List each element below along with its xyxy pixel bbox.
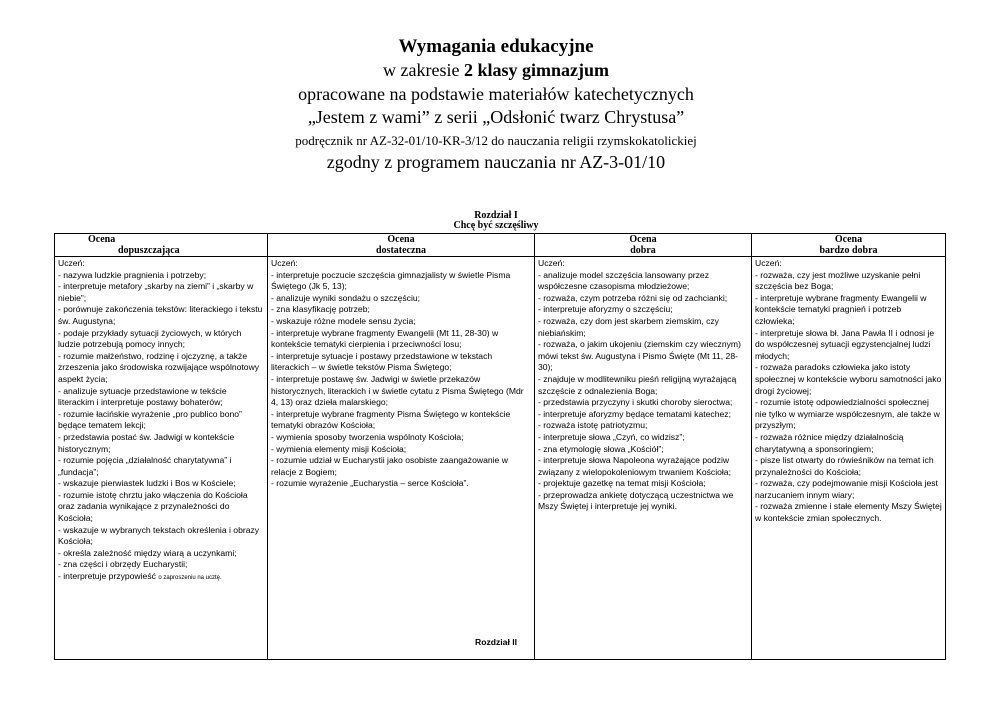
list-item: - rozważa istotę patriotyzmu; (538, 420, 648, 431)
document-title: Wymagania edukacyjne (398, 36, 594, 57)
column-header-ocena: Ocena (88, 234, 116, 245)
list-item: - zna klasyfikację potrzeb; (271, 304, 370, 315)
list-item: - wskazuje pierwiastek ludzki i Bos w Kościele; (58, 478, 236, 489)
column-header-ocena: Ocena (834, 234, 863, 245)
list-item: - interpretuje słowa bł. Jana Pawła II i odnosi je do współczesnej sytuacji egzystencjalnej ludzi młodych; (755, 327, 935, 361)
list-item: - zna etymologię słowa „Kościół”; (538, 443, 664, 454)
list-item: - interpretuje słowa Napoleona wyrażające podziw związany z wielopokoleniowym trwaniem Kościoła; (538, 455, 731, 477)
last-item-text: - interpretuje przypowieść (58, 571, 159, 582)
textbook-line: podręcznik nr AZ-32-01/10-KR-3/12 do nauczania religii rzymskokatolickiej (295, 133, 697, 148)
column-header-level: dopuszczająca (118, 245, 180, 256)
list-item: - przeprowadza ankietę dotyczącą uczestnictwa we Mszy Świętej i interpretuje jej wyniki. (538, 489, 734, 512)
column-header-level: bardzo dobra (819, 245, 878, 256)
list-item: - rozumie istotę odpowiedzialności społecznej nie tylko w wymiarze współczesnym, ale także w przyszłym; (755, 397, 940, 431)
list-item: - rozważa, czym potrzeba różni się od zachcianki; (538, 292, 728, 303)
last-item-small: o zaproszeniu na ucztę. (158, 575, 222, 582)
list-item: - wskazuje różne modele sensu życia; (271, 315, 416, 326)
list-item: - interpretuje metafory „skarby na ziemi” i „skarby w niebie”; (58, 281, 254, 303)
table-header-row (55, 234, 946, 257)
class-scope-prefix: w zakresie (383, 60, 464, 80)
list-item: - rozumie wyrażenie „Eucharystia – serce Kościoła”. (271, 478, 469, 489)
list-item: - interpretuje słowa „Czyń, co widzisz”; (538, 431, 685, 442)
cell-dobra (535, 257, 752, 660)
program-line: zgodny z programem nauczania nr AZ-3-01/10 (326, 152, 666, 172)
list-item: - zna części i obrzędy Eucharystii; (58, 559, 188, 570)
list-item: - rozważa, czy jest możliwe uzyskanie pełni szczęścia bez Boga; (755, 269, 921, 292)
basis-line: opracowane na podstawie materiałów katechetycznych (298, 84, 694, 104)
list-item: - interpretuje poczucie szczęścia gimnazjalisty w świetle Pisma Świętego (Jk 5, 13); (271, 269, 511, 292)
section-subtitle: Chcę być szczęśliwy (453, 220, 539, 231)
column-header-bardzo-dobra (752, 234, 946, 257)
next-section-title: Rozdział II (474, 637, 518, 647)
table-body-row (55, 257, 946, 660)
list-item: - rozważa paradoks człowieka jako istoty społecznej w kontekście wyboru samotności jako drogi życiowej; (755, 362, 942, 396)
cell-dopuszczajaca (55, 257, 268, 660)
series-line: „Jestem z wami” z serii „Odsłonić twarz Chrystusa” (307, 107, 685, 127)
cell-intro: Uczeń: (755, 258, 782, 268)
list-item: - wskazuje w wybranych tekstach określenia i obrazy Kościoła; (58, 524, 260, 547)
list-item: - wymienia sposoby tworzenia wspólnoty Kościoła; (271, 431, 464, 442)
list-item: - przedstawia postać św. Jadwigi w kontekście historycznym; (58, 431, 235, 454)
list-item: - analizuje wyniki sondażu o szczęściu; (271, 292, 421, 303)
list-item: - rozważa różnice między działalnością charytatywną a sponsoringiem; (755, 431, 904, 454)
column-header-dopuszczajaca (55, 234, 268, 257)
list-item-last (58, 571, 264, 585)
list-item: - podaje przykłady sytuacji życiowych, w których ludzie potrzebują pomocy innych; (58, 327, 242, 350)
list-item: - analizuje sytuacje przedstawione w tekście literackim i interpretuje postawy bohaterów; (58, 385, 227, 408)
list-item: - interpretuje postawę św. Jadwigi w świetle przekazów historycznych, literackich i w świetle cytatu z Pisma Świętego (Mdr 4, 13) oraz dzieła malarskiego; (271, 373, 524, 408)
cell-intro: Uczeń: (58, 258, 85, 268)
list-item: - interpretuje wybrane fragmenty Pisma Świętego w kontekście tematyki obrazów Kościoła; (271, 408, 511, 431)
list-item: - rozumie udział w Eucharystii jako osobiste zaangażowanie w relacje z Bogiem; (271, 455, 508, 477)
class-scope-line (0, 60, 992, 81)
list-item: - rozumie małżeństwo, rodzinę i ojczyznę, a także zrzeszenia jako środowiska rozwijające wspólnotowy aspekt życia; (58, 350, 260, 384)
cell-dostateczna (268, 257, 535, 660)
list-item: - rozważa, czy dom jest skarbem ziemskim, czy niebiańskim; (538, 315, 719, 338)
class-scope-bold: 2 klasy gimnazjum (463, 60, 609, 80)
section-title: Rozdział I (474, 210, 518, 221)
column-header-ocena: Ocena (387, 234, 415, 245)
list-item: - interpretuje sytuacje i postawy przedstawione w tekstach literackich – w świetle tekstów Pisma Świętego; (271, 350, 493, 373)
list-item: - rozważa, czy podejmowanie misji Kościoła jest narzucaniem innym wiary; (755, 478, 938, 500)
list-item: - rozumie łacińskie wyrażenie „pro publico bono” będące tematem lekcji; (58, 408, 242, 431)
column-header-ocena: Ocena (629, 234, 657, 245)
list-item: - rozumie pojęcia „działalność charytatywna” i „fundacja”; (58, 455, 232, 477)
column-header-level: dobra (630, 245, 656, 256)
list-item: - określa zależność między wiarą a uczynkami; (58, 547, 237, 558)
list-item: - porównuje zakończenia tekstów: literackiego i tekstu św. Augustyna; (58, 304, 263, 326)
list-item: - interpretuje wybrane fragmenty Ewangelii w kontekście tematyki pragnień i potrzeb człowieka; (755, 292, 927, 326)
list-item: - rozumie istotę chrztu jako włączenia do Kościoła oraz zadania wynikające z przynależności do Kościoła; (58, 489, 248, 524)
cell-bardzo-dobra (752, 257, 946, 660)
list-item: - projektuje gazetkę na temat misji Kościoła; (538, 478, 706, 489)
list-item: - rozważa zmienne i stałe elementy Mszy Świętej w kontekście zmian społecznych. (755, 501, 942, 524)
list-item: - interpretuje aforyzmy o szczęściu; (538, 304, 673, 315)
list-item: - nazywa ludzkie pragnienia i potrzeby; (58, 269, 207, 280)
list-item: - analizuje model szczęścia lansowany przez współczesne czasopisma młodzieżowe; (538, 269, 709, 292)
requirements-table (54, 233, 946, 660)
list-item: - znajduje w modlitewniku pieśń religijną wyrażającą szczęście z odnalezienia Boga; (538, 373, 737, 396)
column-header-dostateczna (268, 234, 535, 257)
list-item: - interpretuje aforyzmy będące tematami katechez; (538, 408, 731, 419)
list-item: - wymienia elementy misji Kościoła; (271, 443, 407, 454)
list-item: - rozważa, o jakim ukojeniu (ziemskim czy wiecznym) mówi tekst św. Augustyna i Pismo Święte (Mt 11, 28-30); (538, 339, 741, 373)
cell-intro: Uczeń: (538, 258, 565, 268)
list-item: - pisze list otwarty do rówieśników na temat ich przynależności do Kościoła; (755, 455, 934, 477)
list-item: - przedstawia przyczyny i skutki choroby sieroctwa; (538, 397, 733, 408)
list-item: - interpretuje wybrane fragmenty Ewangelii (Mt 11, 28-30) w kontekście tematyki cierpienia i przeciwności losu; (271, 327, 499, 350)
cell-intro: Uczeń: (271, 258, 298, 268)
column-header-dobra (535, 234, 752, 257)
column-header-level: dostateczna (376, 245, 426, 256)
